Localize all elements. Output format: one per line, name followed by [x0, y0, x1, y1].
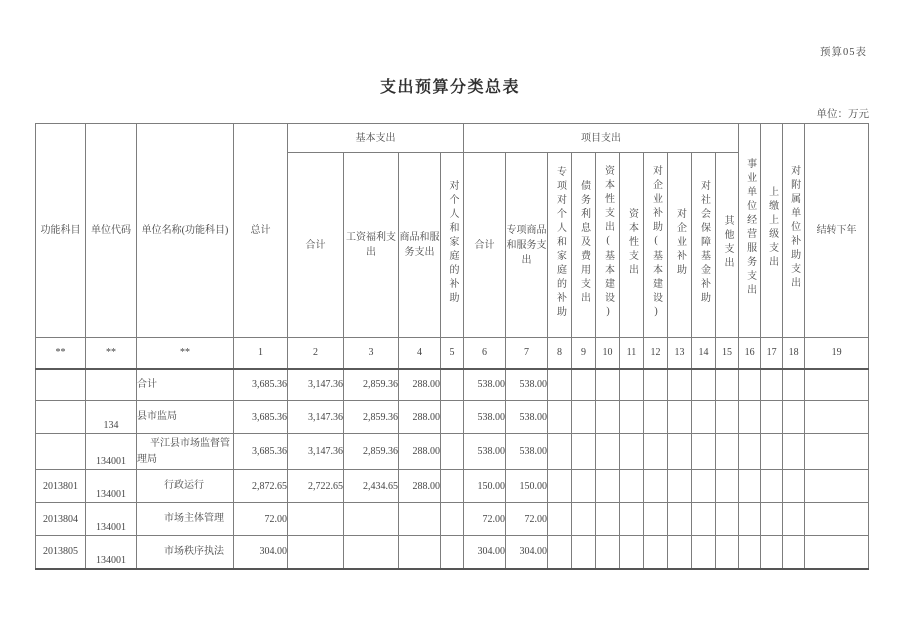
col-header-personal-family-subsidy-label: 对个人和家庭的补助: [447, 179, 458, 306]
cell-unit-code: 134001: [86, 503, 137, 536]
cell-value: 72.00: [234, 503, 288, 536]
cell-value: 288.00: [399, 369, 441, 401]
cell-value: [805, 470, 869, 503]
cell-value: 2,434.65: [344, 470, 399, 503]
cell-value: [739, 401, 761, 434]
cell-unit-code: 134: [86, 401, 137, 434]
col-header-capital-expense-construction-label: 资本性支出(基本建设): [602, 164, 614, 321]
cell-value: [739, 470, 761, 503]
cell-value: [805, 434, 869, 470]
cell-value: 72.00: [506, 503, 548, 536]
col-header-social-security-fund-subsidy-label: 对社会保障基金补助: [698, 179, 710, 306]
col-header-other-expense-label: 其他支出: [722, 214, 734, 271]
cell-value: [644, 434, 668, 470]
cell-value: [441, 470, 464, 503]
index-cell: **: [86, 338, 137, 369]
cell-value: [716, 503, 739, 536]
col-header-upper-level-payment: [761, 124, 783, 338]
cell-value: 538.00: [506, 434, 548, 470]
cell-value: [668, 369, 692, 401]
cell-value: [739, 369, 761, 401]
cell-unit-code: 134001: [86, 434, 137, 470]
index-cell: 8: [548, 338, 572, 369]
cell-value: [620, 503, 644, 536]
cell-value: [572, 369, 596, 401]
cell-value: [692, 536, 716, 569]
cell-value: [668, 536, 692, 569]
cell-value: [761, 503, 783, 536]
col-header-affiliate-subsidy-label: 对附属单位补助支出: [788, 165, 800, 291]
cell-value: [596, 369, 620, 401]
cell-value: [548, 503, 572, 536]
cell-value: [761, 401, 783, 434]
cell-unit-code: 134001: [86, 470, 137, 503]
table-row: [36, 369, 869, 401]
cell-value: 2,859.36: [344, 369, 399, 401]
cell-value: 150.00: [464, 470, 506, 503]
col-header-salary-welfare: 工资福利支出: [344, 153, 399, 338]
page-title: 支出预算分类总表: [379, 79, 520, 96]
cell-value: 2,859.36: [344, 401, 399, 434]
cell-value: [596, 401, 620, 434]
cell-value: [548, 536, 572, 569]
cell-value: [739, 503, 761, 536]
cell-value: [572, 503, 596, 536]
cell-value: [761, 536, 783, 569]
cell-unit-name: 县市监局: [137, 401, 234, 434]
col-header-goods-services: 商品和服务支出: [399, 153, 441, 338]
header-row-groups: [36, 124, 869, 153]
cell-value: [692, 503, 716, 536]
cell-value: [620, 434, 644, 470]
cell-unit-name: 市场秩序执法: [137, 536, 234, 569]
cell-value: [716, 470, 739, 503]
col-header-grand-total: 总计: [234, 124, 288, 338]
index-cell: 19: [805, 338, 869, 369]
col-header-enterprise-subsidy-construction: [644, 153, 668, 338]
cell-value: [644, 470, 668, 503]
cell-value: [644, 369, 668, 401]
cell-value: 538.00: [464, 369, 506, 401]
cell-value: [596, 503, 620, 536]
cell-value: [288, 536, 344, 569]
column-index-row: [36, 338, 869, 369]
cell-value: 288.00: [399, 434, 441, 470]
cell-value: 538.00: [506, 369, 548, 401]
col-header-debt-interest-fees: [572, 153, 596, 338]
cell-value: [596, 434, 620, 470]
cell-function-code: 2013801: [36, 470, 86, 503]
index-cell: 4: [399, 338, 441, 369]
cell-value: [344, 536, 399, 569]
cell-value: 304.00: [506, 536, 548, 569]
col-header-other-expense: [716, 153, 739, 338]
index-cell: 5: [441, 338, 464, 369]
cell-value: [805, 536, 869, 569]
group-header-project-expenditure: 项目支出: [464, 124, 739, 153]
cell-value: [761, 369, 783, 401]
cell-value: [644, 536, 668, 569]
cell-value: [572, 536, 596, 569]
cell-value: [692, 369, 716, 401]
cell-value: [620, 369, 644, 401]
cell-value: [620, 470, 644, 503]
col-header-special-personal-family-subsidy-label: 专项对个人和家庭的补助: [554, 165, 566, 320]
col-header-upper-level-payment-label: 上缴上级支出: [766, 186, 778, 270]
cell-value: [572, 470, 596, 503]
cell-value: [644, 503, 668, 536]
cell-value: [739, 536, 761, 569]
unit-note: 单位：万元: [816, 109, 869, 120]
cell-value: [441, 503, 464, 536]
index-cell: 3: [344, 338, 399, 369]
index-cell: 13: [668, 338, 692, 369]
index-cell: 7: [506, 338, 548, 369]
cell-value: [572, 434, 596, 470]
cell-function-code: [36, 401, 86, 434]
col-header-enterprise-subsidy-label: 对企业补助: [674, 207, 686, 278]
cell-value: 3,685.36: [234, 401, 288, 434]
col-header-enterprise-subsidy: [668, 153, 692, 338]
cell-value: [668, 434, 692, 470]
table-row: [36, 536, 869, 569]
cell-value: [692, 470, 716, 503]
cell-value: [548, 470, 572, 503]
cell-value: [548, 401, 572, 434]
cell-function-code: 2013804: [36, 503, 86, 536]
cell-value: [548, 434, 572, 470]
cell-value: [399, 503, 441, 536]
cell-value: [716, 401, 739, 434]
cell-value: [783, 536, 805, 569]
cell-value: [668, 401, 692, 434]
col-header-special-goods-services: 专项商品和服务支出: [506, 153, 548, 338]
cell-value: 3,685.36: [234, 369, 288, 401]
cell-value: 288.00: [399, 470, 441, 503]
table-row: [36, 503, 869, 536]
index-cell: 17: [761, 338, 783, 369]
cell-value: [399, 536, 441, 569]
index-cell: 18: [783, 338, 805, 369]
index-cell: 10: [596, 338, 620, 369]
cell-value: 3,685.36: [234, 434, 288, 470]
index-cell: 15: [716, 338, 739, 369]
cell-value: [692, 401, 716, 434]
col-header-unit-code: 单位代码: [86, 124, 137, 338]
cell-value: 288.00: [399, 401, 441, 434]
cell-value: [548, 369, 572, 401]
cell-value: 2,872.65: [234, 470, 288, 503]
col-header-capital-expense-construction: [596, 153, 620, 338]
cell-value: [761, 434, 783, 470]
col-header-capital-expense: [620, 153, 644, 338]
index-cell: 6: [464, 338, 506, 369]
cell-value: [716, 369, 739, 401]
cell-value: [783, 470, 805, 503]
cell-value: [596, 536, 620, 569]
cell-value: [668, 503, 692, 536]
col-header-enterprise-subsidy-construction-label: 对企业补助(基本建设): [650, 164, 662, 321]
cell-value: 3,147.36: [288, 369, 344, 401]
col-header-debt-interest-fees-label: 债务利息及费用支出: [578, 179, 590, 306]
col-header-personal-family-subsidy: [441, 153, 464, 338]
cell-value: [344, 503, 399, 536]
cell-value: 304.00: [464, 536, 506, 569]
cell-value: 150.00: [506, 470, 548, 503]
cell-unit-name: 市场主体管理: [137, 503, 234, 536]
cell-function-code: 2013805: [36, 536, 86, 569]
cell-value: [805, 369, 869, 401]
index-cell: 9: [572, 338, 596, 369]
cell-value: [783, 369, 805, 401]
col-header-project-subtotal: 合计: [464, 153, 506, 338]
cell-value: [441, 536, 464, 569]
cell-value: [288, 503, 344, 536]
col-header-affiliate-subsidy: [783, 124, 805, 338]
cell-unit-name: 合计: [137, 369, 234, 401]
col-header-special-personal-family-subsidy: [548, 153, 572, 338]
cell-value: [441, 401, 464, 434]
doc-label: 预算05表: [820, 47, 867, 58]
index-cell: **: [137, 338, 234, 369]
cell-value: 3,147.36: [288, 401, 344, 434]
cell-value: 304.00: [234, 536, 288, 569]
index-cell: 12: [644, 338, 668, 369]
cell-function-code: [36, 434, 86, 470]
cell-value: 3,147.36: [288, 434, 344, 470]
col-header-unit-name: 单位名称(功能科目): [137, 124, 234, 338]
cell-value: [620, 536, 644, 569]
index-cell: 14: [692, 338, 716, 369]
table-row: [36, 434, 869, 470]
table-row: [36, 470, 869, 503]
col-header-capital-expense-label: 资本性支出: [626, 207, 638, 278]
index-cell: 1: [234, 338, 288, 369]
cell-value: [441, 434, 464, 470]
col-header-social-security-fund-subsidy: [692, 153, 716, 338]
cell-value: [739, 434, 761, 470]
col-header-carryover: 结转下年: [805, 124, 869, 338]
cell-value: 2,859.36: [344, 434, 399, 470]
col-header-basic-subtotal: 合计: [288, 153, 344, 338]
cell-value: [441, 369, 464, 401]
cell-value: [761, 470, 783, 503]
cell-value: [620, 401, 644, 434]
cell-value: [716, 434, 739, 470]
cell-value: [692, 434, 716, 470]
cell-value: [716, 536, 739, 569]
cell-value: [644, 401, 668, 434]
cell-unit-name: 行政运行: [137, 470, 234, 503]
cell-unit-code: 134001: [86, 536, 137, 569]
cell-value: 538.00: [464, 434, 506, 470]
cell-value: 538.00: [506, 401, 548, 434]
cell-value: [805, 401, 869, 434]
cell-value: [783, 401, 805, 434]
index-cell: **: [36, 338, 86, 369]
cell-value: 72.00: [464, 503, 506, 536]
cell-value: [783, 434, 805, 470]
index-cell: 11: [620, 338, 644, 369]
index-cell: 16: [739, 338, 761, 369]
cell-function-code: [36, 369, 86, 401]
cell-value: [596, 470, 620, 503]
group-header-basic-expenditure: 基本支出: [288, 124, 464, 153]
col-header-business-operation-expense: [739, 124, 761, 338]
cell-value: [805, 503, 869, 536]
budget-table: [35, 123, 869, 570]
cell-unit-name: 平江县市场监督管理局: [137, 434, 234, 470]
table-row: [36, 401, 869, 434]
col-header-business-operation-expense-label: 事业单位经营服务支出: [744, 158, 756, 298]
cell-value: 538.00: [464, 401, 506, 434]
col-header-function-subject: 功能科目: [36, 124, 86, 338]
cell-unit-code: [86, 369, 137, 401]
cell-value: [783, 503, 805, 536]
index-cell: 2: [288, 338, 344, 369]
cell-value: [572, 401, 596, 434]
cell-value: [668, 470, 692, 503]
cell-value: 2,722.65: [288, 470, 344, 503]
